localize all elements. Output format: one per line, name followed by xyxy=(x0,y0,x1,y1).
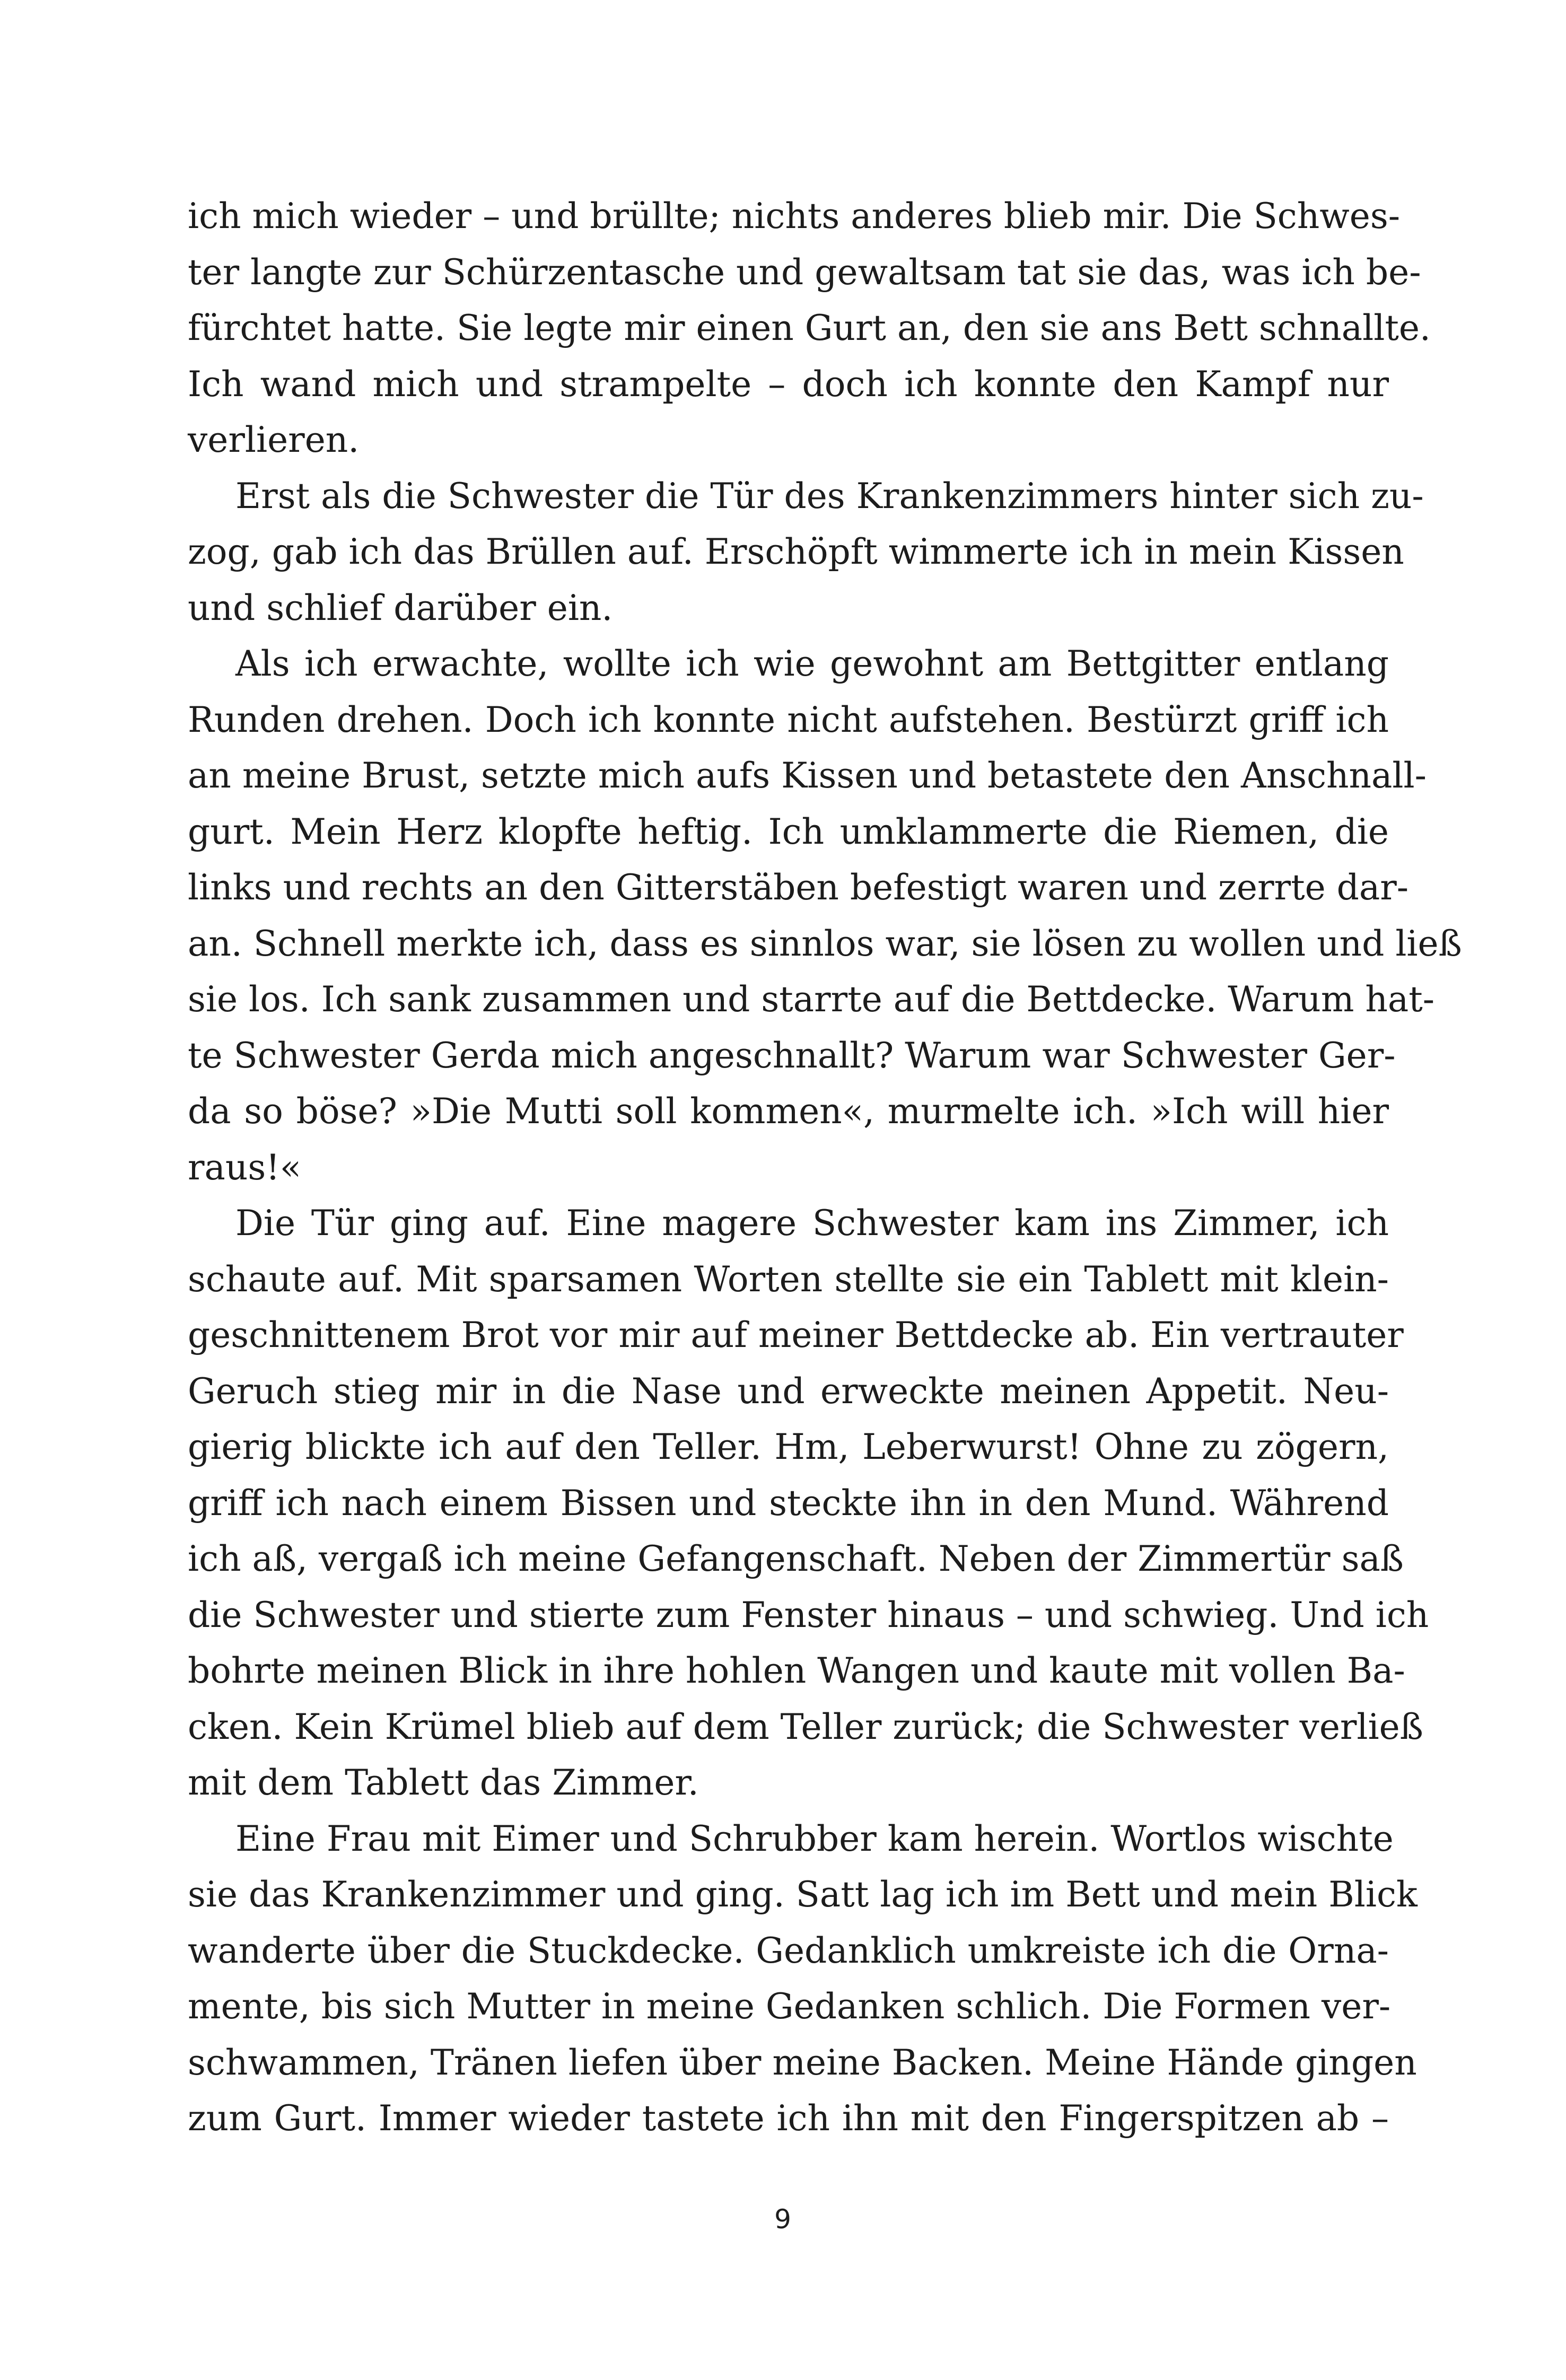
text-line: mente, bis sich Mutter in meine Gedanken schlich. Die Formen ver- xyxy=(188,1986,1391,2027)
text-line: an meine Brust, setzte mich aufs Kissen und betastete den Anschnall- xyxy=(188,755,1427,796)
text-line: bohrte meinen Blick in ihre hohlen Wangen und kaute mit vollen Ba- xyxy=(188,1650,1405,1691)
text-line: ter langte zur Schürzentasche und gewaltsam tat sie das, was ich be- xyxy=(188,251,1421,293)
text-line: zog, gab ich das Brüllen auf. Erschöpft wimmerte ich in mein Kissen xyxy=(188,531,1404,572)
text-line: Erst als die Schwester die Tür des Krankenzimmers hinter sich zu- xyxy=(235,475,1424,517)
text-line: schwammen, Tränen liefen über meine Backen. Meine Hände gingen xyxy=(188,2042,1417,2083)
text-line: gurt. Mein Herz klopfte heftig. Ich umklammerte die Riemen, die xyxy=(188,811,1389,852)
text-line: und schlief darüber ein. xyxy=(188,587,613,628)
text-line: geschnittenem Brot vor mir auf meiner Bettdecke ab. Ein vertrauter xyxy=(188,1315,1404,1355)
text-line: fürchtet hatte. Sie legte mir einen Gurt an, den sie ans Bett schnallte. xyxy=(188,308,1431,348)
text-line: ich aß, vergaß ich meine Gefangenschaft. Neben der Zimmertür saß xyxy=(188,1538,1404,1579)
text-line: Als ich erwachte, wollte ich wie gewohnt am Bettgitter entlang xyxy=(235,643,1389,684)
text-line: Die Tür ging auf. Eine magere Schwester kam ins Zimmer, ich xyxy=(235,1203,1389,1244)
text-line: griff ich nach einem Bissen und steckte ihn in den Mund. Während xyxy=(188,1482,1389,1524)
text-line: wanderte über die Stuckdecke. Gedanklich umkreiste ich die Orna- xyxy=(188,1930,1389,1971)
page-number: 9 xyxy=(774,2204,791,2235)
text-line: zum Gurt. Immer wieder tastete ich ihn mit den Fingerspitzen ab – xyxy=(188,2098,1389,2139)
text-line: sie das Krankenzimmer und ging. Satt lag ich im Bett und mein Blick xyxy=(188,1874,1418,1915)
text-line: schaute auf. Mit sparsamen Worten stellte sie ein Tablett mit klein- xyxy=(188,1258,1389,1300)
text-line: Eine Frau mit Eimer und Schrubber kam herein. Wortlos wischte xyxy=(235,1818,1394,1859)
text-line: an. Schnell merkte ich, dass es sinnlos war, sie lösen zu wollen und ließ xyxy=(188,923,1462,964)
text-line: da so böse? »Die Mutti soll kommen«, murmelte ich. »Ich will hier xyxy=(188,1091,1389,1132)
text-line: Ich wand mich und strampelte – doch ich konnte den Kampf nur xyxy=(188,363,1389,405)
text-line: gierig blickte ich auf den Teller. Hm, Leberwurst! Ohne zu zögern, xyxy=(188,1427,1389,1467)
text-line: cken. Kein Krümel blieb auf dem Teller zurück; die Schwester verließ xyxy=(188,1706,1423,1747)
text-line: mit dem Tablett das Zimmer. xyxy=(188,1762,699,1803)
text-line: Geruch stieg mir in die Nase und erweckte meinen Appetit. Neu- xyxy=(188,1370,1389,1412)
text-line: links und rechts an den Gitterstäben befestigt waren und zerrte dar- xyxy=(188,867,1409,908)
body-text xyxy=(188,188,1462,2147)
text-line: Runden drehen. Doch ich konnte nicht aufstehen. Bestürzt griff ich xyxy=(188,699,1389,740)
text-line: die Schwester und stierte zum Fenster hinaus – und schwieg. Und ich xyxy=(188,1594,1429,1635)
text-line: ich mich wieder – und brüllte; nichts anderes blieb mir. Die Schwes- xyxy=(188,196,1400,237)
text-line: raus!« xyxy=(188,1147,302,1188)
text-line: verlieren. xyxy=(188,419,360,460)
text-line: sie los. Ich sank zusammen und starrte auf die Bettdecke. Warum hat- xyxy=(188,979,1435,1020)
text-line: te Schwester Gerda mich angeschnallt? Warum war Schwester Ger- xyxy=(188,1035,1396,1076)
